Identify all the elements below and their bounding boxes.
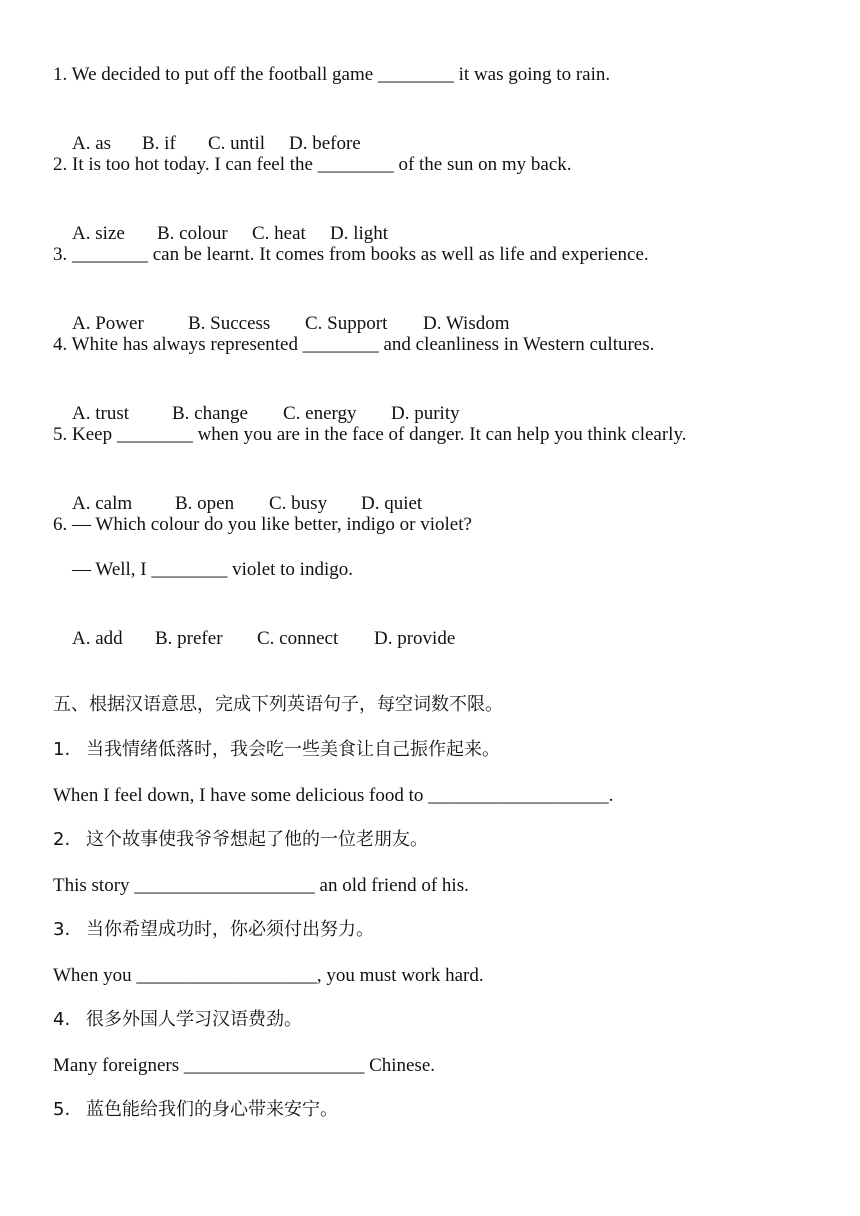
option-a: A. add bbox=[72, 628, 123, 649]
option-d: D. quiet bbox=[361, 493, 423, 514]
question-1-stem: 1. We decided to put off the football game ________ it was going to rain. bbox=[53, 64, 611, 85]
item-2-chinese bbox=[53, 828, 428, 852]
item-number: 4. bbox=[53, 1009, 71, 1030]
option-c: C. connect bbox=[257, 628, 339, 649]
option-d: D. before bbox=[289, 133, 361, 154]
option-c: C. energy bbox=[283, 403, 357, 424]
item-number: 2. bbox=[53, 829, 71, 850]
option-d: D. light bbox=[330, 223, 389, 244]
option-a: A. as bbox=[72, 133, 112, 154]
option-c: C. busy bbox=[269, 493, 328, 514]
question-6-reply: — Well, I ________ violet to indigo. bbox=[72, 559, 353, 580]
question-6-options bbox=[53, 603, 455, 675]
option-a: A. size bbox=[72, 223, 125, 244]
option-c: C. heat bbox=[252, 223, 306, 244]
item-3-english: When you ___________________, you must work hard. bbox=[53, 965, 484, 986]
option-d: D. provide bbox=[374, 628, 456, 649]
question-6-stem: 6. — Which colour do you like better, indigo or violet? bbox=[53, 514, 472, 535]
item-4-chinese bbox=[53, 1008, 302, 1032]
option-b: B. Success bbox=[188, 313, 271, 334]
item-1-chinese bbox=[53, 738, 500, 762]
item-number: 3. bbox=[53, 919, 71, 940]
option-a: A. Power bbox=[72, 313, 144, 334]
chinese-sentence: 蓝色能给我们的身心带来安宁。 bbox=[86, 1099, 338, 1120]
option-c: C. Support bbox=[305, 313, 388, 334]
item-5-chinese bbox=[53, 1098, 338, 1122]
chinese-sentence: 这个故事使我爷爷想起了他的一位老朋友。 bbox=[86, 829, 428, 850]
item-4-english: Many foreigners ___________________ Chinese. bbox=[53, 1055, 436, 1076]
question-5-stem: 5. Keep ________ when you are in the face of danger. It can help you think clearly. bbox=[53, 424, 687, 445]
section-heading: 五、根据汉语意思，完成下列英语句子，每空词数不限。 bbox=[53, 694, 503, 715]
chinese-sentence: 当你希望成功时，你必须付出努力。 bbox=[86, 919, 374, 940]
option-a: A. trust bbox=[72, 403, 129, 424]
item-number: 5. bbox=[53, 1099, 71, 1120]
option-a: A. calm bbox=[72, 493, 133, 514]
question-2-stem: 2. It is too hot today. I can feel the ________ of the sun on my back. bbox=[53, 154, 572, 175]
option-d: D. Wisdom bbox=[423, 313, 510, 334]
chinese-sentence: 很多外国人学习汉语费劲。 bbox=[86, 1009, 302, 1030]
option-b: B. open bbox=[175, 493, 235, 514]
option-c: C. until bbox=[208, 133, 266, 154]
item-2-english: This story ___________________ an old friend of his. bbox=[53, 875, 469, 896]
option-d: D. purity bbox=[391, 403, 460, 424]
item-number: 1. bbox=[53, 739, 71, 760]
item-3-chinese bbox=[53, 918, 374, 942]
option-b: B. prefer bbox=[155, 628, 223, 649]
option-b: B. change bbox=[172, 403, 248, 424]
question-3-stem: 3. ________ can be learnt. It comes from books as well as life and experience. bbox=[53, 244, 649, 265]
question-4-stem: 4. White has always represented ________ and cleanliness in Western cultures. bbox=[53, 334, 655, 355]
option-b: B. if bbox=[142, 133, 176, 154]
item-1-english: When I feel down, I have some delicious food to ___________________. bbox=[53, 785, 614, 806]
chinese-sentence: 当我情绪低落时，我会吃一些美食让自己振作起来。 bbox=[86, 739, 500, 760]
option-b: B. colour bbox=[157, 223, 228, 244]
